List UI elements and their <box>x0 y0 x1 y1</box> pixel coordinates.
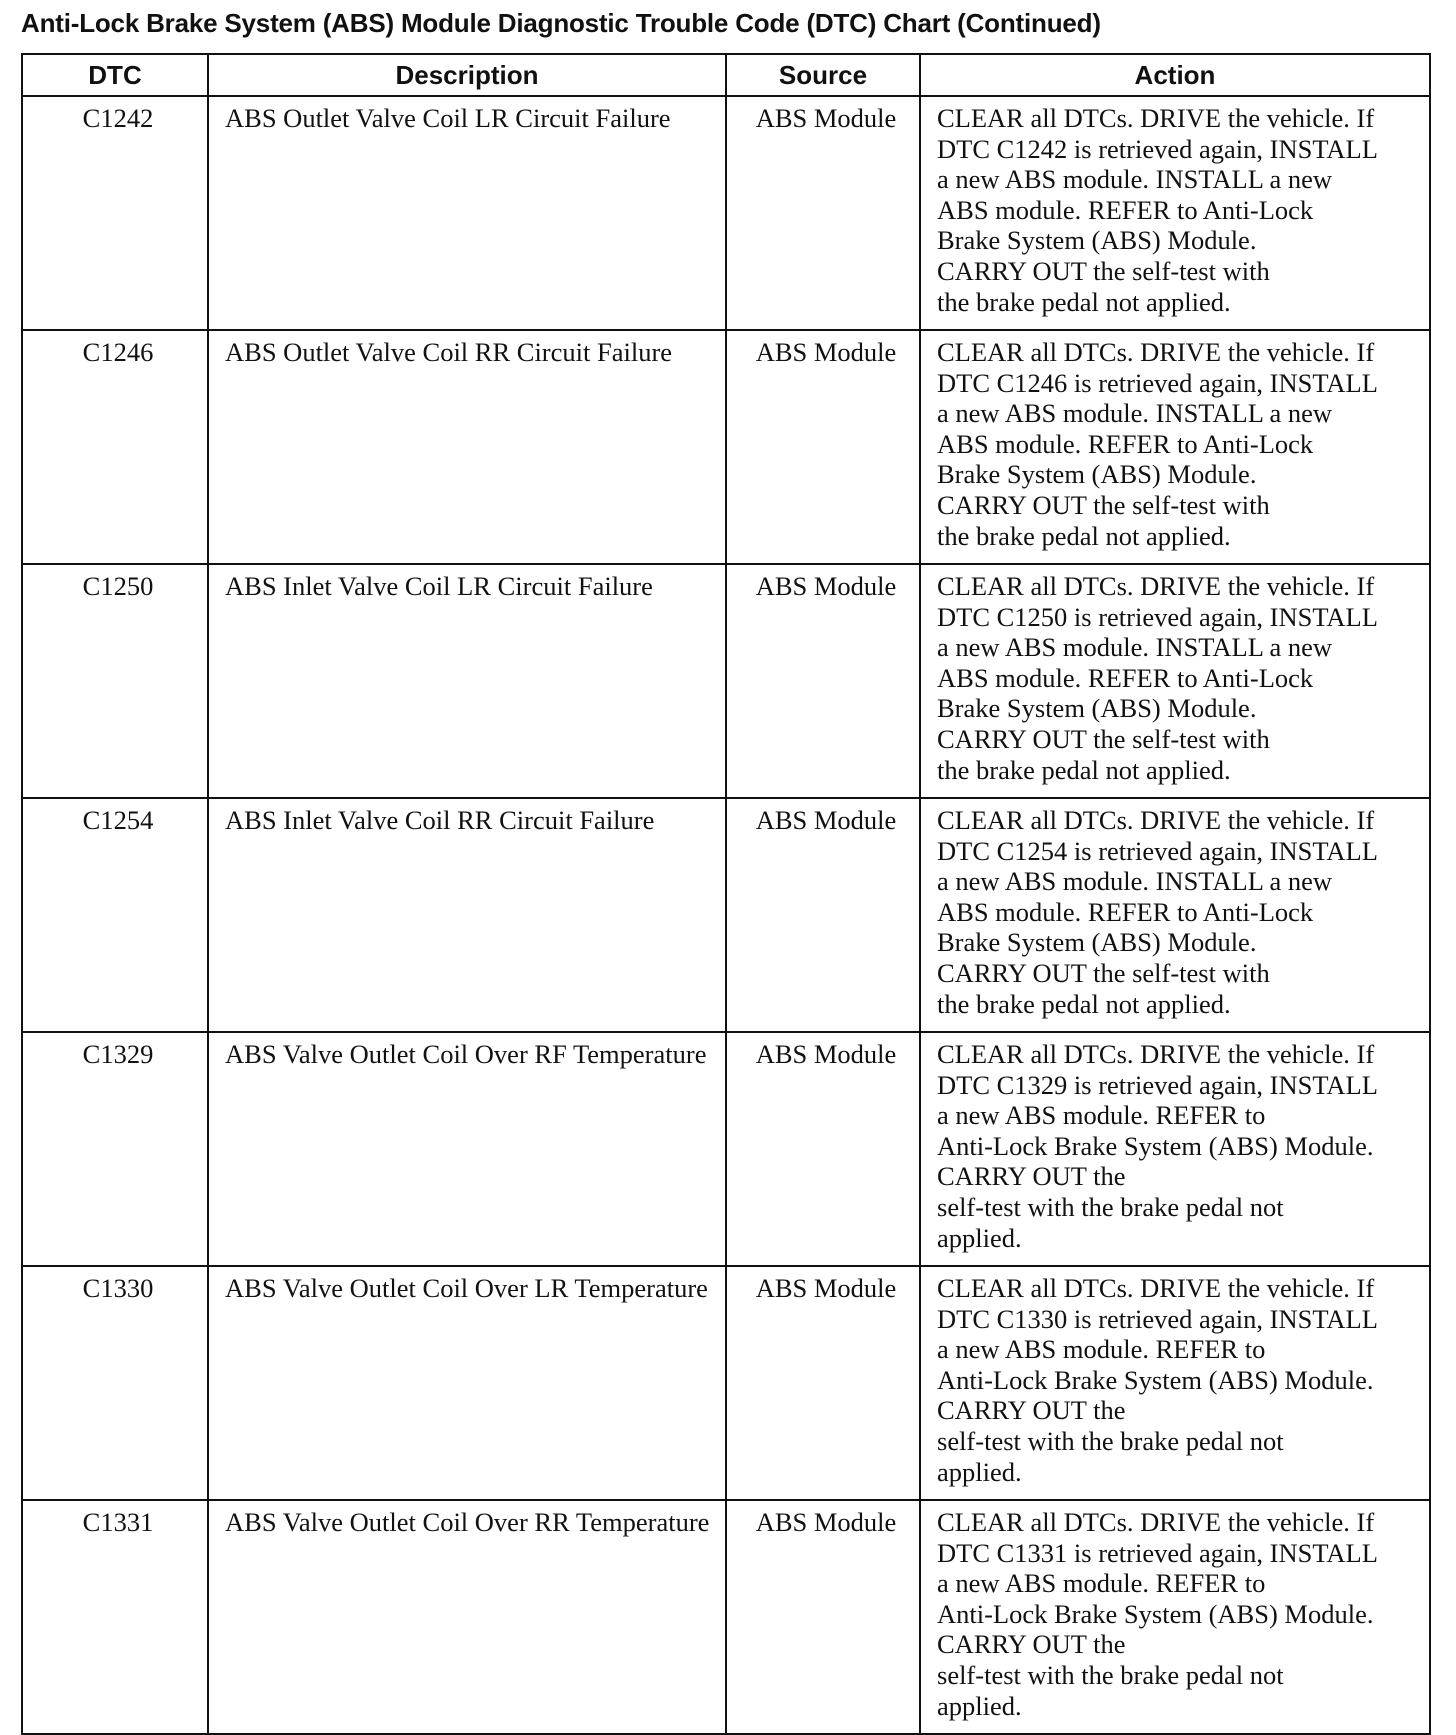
cell-source: ABS Module <box>726 330 920 564</box>
cell-source: ABS Module <box>726 564 920 798</box>
action-line: the brake pedal not applied. <box>937 988 1231 1019</box>
action-line: Anti-Lock Brake System (ABS) Module. <box>937 1598 1374 1629</box>
table-row <box>22 1032 1430 1266</box>
cell-dtc: C1246 <box>22 330 208 564</box>
cell-source: ABS Module <box>726 1032 920 1266</box>
action-line: Anti-Lock Brake System (ABS) Module. <box>937 1130 1374 1161</box>
action-line: applied. <box>937 1222 1022 1253</box>
cell-action <box>920 798 1430 1032</box>
action-line: DTC C1329 is retrieved again, INSTALL <box>937 1069 1378 1100</box>
action-line: Brake System (ABS) Module. <box>937 693 1257 724</box>
action-line: the brake pedal not applied. <box>937 754 1231 785</box>
cell-action <box>920 564 1430 798</box>
cell-action <box>920 96 1430 330</box>
action-line: DTC C1330 is retrieved again, INSTALL <box>937 1303 1378 1334</box>
action-line: self-test with the brake pedal not <box>937 1191 1284 1222</box>
action-line: Brake System (ABS) Module. <box>937 927 1257 958</box>
action-line: a new ABS module. INSTALL a new <box>937 632 1333 663</box>
action-line: Brake System (ABS) Module. <box>937 459 1257 490</box>
action-line: DTC C1246 is retrieved again, INSTALL <box>937 367 1378 398</box>
action-line: CLEAR all DTCs. DRIVE the vehicle. If <box>937 1273 1375 1303</box>
table-row <box>22 564 1430 798</box>
table-row <box>22 96 1430 330</box>
cell-source: ABS Module <box>726 96 920 330</box>
action-line: the brake pedal not applied. <box>937 286 1231 317</box>
cell-description: ABS Outlet Valve Coil RR Circuit Failure <box>208 330 726 564</box>
action-line: CLEAR all DTCs. DRIVE the vehicle. If <box>937 103 1375 133</box>
page-title: Anti-Lock Brake System (ABS) Module Diagnostic Trouble Code (DTC) Chart (Continued) <box>21 8 1101 38</box>
action-line: CLEAR all DTCs. DRIVE the vehicle. If <box>937 337 1375 367</box>
action-line: CARRY OUT the <box>937 1395 1126 1426</box>
action-line: the brake pedal not applied. <box>937 520 1231 551</box>
action-line: a new ABS module. INSTALL a new <box>937 164 1333 195</box>
cell-action <box>920 1500 1430 1734</box>
action-line: applied. <box>937 1456 1022 1487</box>
table-row <box>22 1266 1430 1500</box>
action-line: DTC C1242 is retrieved again, INSTALL <box>937 133 1378 164</box>
action-line: CARRY OUT the self-test with <box>937 255 1270 286</box>
action-line: Brake System (ABS) Module. <box>937 225 1257 256</box>
dtc-table <box>21 53 1431 1735</box>
cell-dtc: C1242 <box>22 96 208 330</box>
action-line: DTC C1331 is retrieved again, INSTALL <box>937 1537 1378 1568</box>
action-line: CLEAR all DTCs. DRIVE the vehicle. If <box>937 805 1375 835</box>
cell-description: ABS Valve Outlet Coil Over RR Temperature <box>208 1500 726 1734</box>
cell-action <box>920 1266 1430 1500</box>
header-source: Source <box>726 54 920 96</box>
table-row <box>22 330 1430 564</box>
cell-dtc: C1331 <box>22 1500 208 1734</box>
cell-dtc: C1250 <box>22 564 208 798</box>
cell-description: ABS Inlet Valve Coil RR Circuit Failure <box>208 798 726 1032</box>
action-line: a new ABS module. INSTALL a new <box>937 398 1333 429</box>
action-line: DTC C1254 is retrieved again, INSTALL <box>937 835 1378 866</box>
action-line: a new ABS module. INSTALL a new <box>937 866 1333 897</box>
header-dtc: DTC <box>22 54 208 96</box>
action-line: CLEAR all DTCs. DRIVE the vehicle. If <box>937 571 1375 601</box>
table-row <box>22 1500 1430 1734</box>
action-line: self-test with the brake pedal not <box>937 1659 1284 1690</box>
table-row <box>22 798 1430 1032</box>
action-line: ABS module. REFER to Anti-Lock <box>937 194 1314 225</box>
cell-description: ABS Outlet Valve Coil LR Circuit Failure <box>208 96 726 330</box>
action-line: ABS module. REFER to Anti-Lock <box>937 896 1314 927</box>
cell-dtc: C1330 <box>22 1266 208 1500</box>
action-line: applied. <box>937 1690 1022 1721</box>
action-line: CARRY OUT the self-test with <box>937 489 1270 520</box>
action-line: ABS module. REFER to Anti-Lock <box>937 428 1314 459</box>
action-line: Anti-Lock Brake System (ABS) Module. <box>937 1364 1374 1395</box>
action-line: ABS module. REFER to Anti-Lock <box>937 662 1314 693</box>
cell-action <box>920 330 1430 564</box>
cell-description: ABS Valve Outlet Coil Over RF Temperature <box>208 1032 726 1266</box>
action-line: CARRY OUT the self-test with <box>937 723 1270 754</box>
action-line: CLEAR all DTCs. DRIVE the vehicle. If <box>937 1039 1375 1069</box>
action-line: a new ABS module. REFER to <box>937 1568 1266 1599</box>
cell-source: ABS Module <box>726 1500 920 1734</box>
action-line: a new ABS module. REFER to <box>937 1100 1266 1131</box>
action-line: CARRY OUT the self-test with <box>937 957 1270 988</box>
document-page <box>21 8 1432 1735</box>
action-line: DTC C1250 is retrieved again, INSTALL <box>937 601 1378 632</box>
cell-description: ABS Inlet Valve Coil LR Circuit Failure <box>208 564 726 798</box>
header-action: Action <box>920 54 1430 96</box>
action-line: self-test with the brake pedal not <box>937 1425 1284 1456</box>
cell-action <box>920 1032 1430 1266</box>
header-row <box>22 54 1430 96</box>
header-description: Description <box>208 54 726 96</box>
cell-source: ABS Module <box>726 798 920 1032</box>
action-line: a new ABS module. REFER to <box>937 1334 1266 1365</box>
cell-dtc: C1329 <box>22 1032 208 1266</box>
table-body <box>22 96 1430 1734</box>
cell-description: ABS Valve Outlet Coil Over LR Temperature <box>208 1266 726 1500</box>
cell-source: ABS Module <box>726 1266 920 1500</box>
action-line: CARRY OUT the <box>937 1161 1126 1192</box>
cell-dtc: C1254 <box>22 798 208 1032</box>
action-line: CLEAR all DTCs. DRIVE the vehicle. If <box>937 1507 1375 1537</box>
table-header <box>22 54 1430 96</box>
action-line: CARRY OUT the <box>937 1629 1126 1660</box>
